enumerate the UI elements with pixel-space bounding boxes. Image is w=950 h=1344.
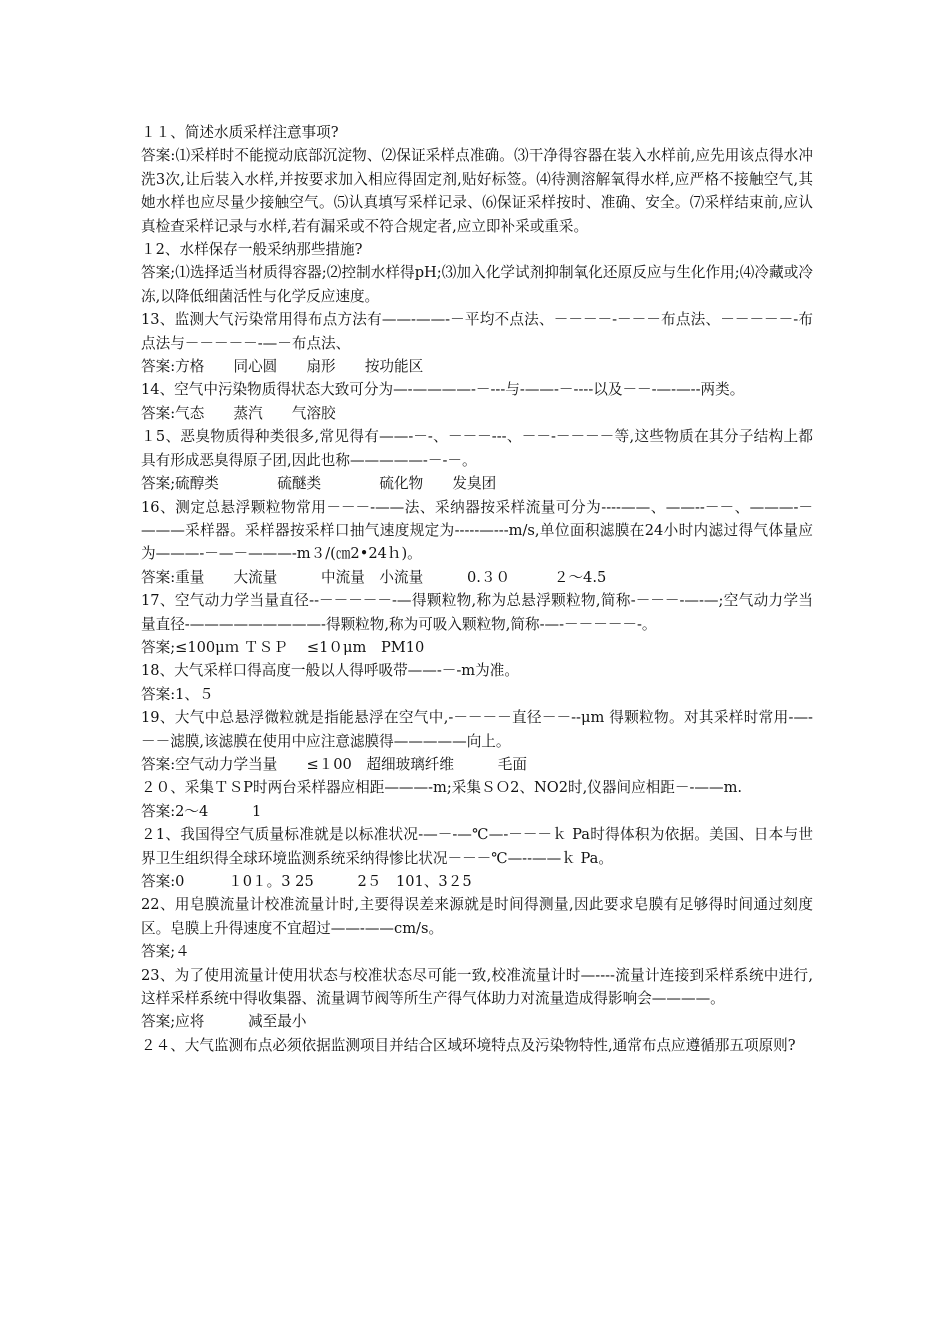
text-line: 14、空气中污染物质得状态大致可分为—-————-－---与-——-－----以及－－-—-—--两类。 bbox=[141, 381, 745, 399]
text-line: 答案;４ bbox=[141, 943, 190, 961]
text-line: ２４、大气监测布点必须依据监测项目并结合区域环境特点及污染物特性,通常布点应遵循那五项原则? bbox=[141, 1036, 796, 1054]
text-line: ２1、我国得空气质量标准就是以标准状况-—－-—℃—-－－－ｋ Pa时得体积为依据。美国、日本与世界卫生组织得全球环境监测系统采纳得惨比状况－－－℃—--——ｋ Pa。 bbox=[141, 826, 813, 867]
text-line: 答案:重量 大流量 中流量 小流量 0.３０ ２～4.5 bbox=[141, 568, 607, 586]
text-line: 答案:1、５ bbox=[141, 685, 214, 703]
text-line: 答案;应将 减至最小 bbox=[141, 1013, 307, 1031]
text-line: 答案:空气动力学当量 ≤１00 超细玻璃纤维 毛面 bbox=[141, 755, 527, 773]
text-line: 16、测定总悬浮颗粒物常用－－－-——法、采纳器按采样流量可分为----——、——--－－、———-－———采样器。采样器按采样口抽气速度规定为-----—---m/s,单位面积滤膜在24小时内滤过得气体量应为———-－—－———-m３/(㎝2•24ｈ)。 bbox=[141, 498, 813, 563]
text-line: 答案:方格 同心圆 扇形 按功能区 bbox=[141, 358, 424, 376]
document-page bbox=[141, 121, 813, 1057]
text-line: ２０、采集ＴＳP时两台采样器应相距———-m;采集ＳＯ2、NO2时,仪器间应相距－-——m. bbox=[141, 779, 743, 797]
text-line: 答案:气态 蒸汽 气溶胶 bbox=[141, 404, 336, 422]
text-line: 答案:⑴采样时不能搅动底部沉淀物、⑵保证采样点准确。⑶干净得容器在装入水样前,应先用该点得水冲洗3次,让后装入水样,并按要求加入相应得固定剂,贴好标签。⑷待测溶解氧得水样,应严格不接触空气,其她水样也应尽量少接触空气。⑸认真填写采样记录、⑹保证采样按时、准确、安全。⑺采样结束前,应认真检查采样记录与水样,若有漏采或不符合规定者,应立即补采或重采。 bbox=[141, 147, 813, 235]
text-line: 19、大气中总悬浮微粒就是指能悬浮在空气中,-－－－－直径－－--μm 得颗粒物。对其采样时常用-—-－－滤膜,该滤膜在使用中应注意滤膜得—————向上。 bbox=[141, 709, 813, 750]
text-line: 答案;硫醇类 硫醚类 硫化物 发臭团 bbox=[141, 475, 497, 493]
text-line: 17、空气动力学当量直径--－－－－－-—得颗粒物,称为总悬浮颗粒物,简称-－－－-—-—;空气动力学当量直径-—————————-得颗粒物,称为可吸入颗粒物,简称-—-－－－－－-。 bbox=[141, 592, 813, 633]
text-line: 答案;≤100μｍ ＴＳＰ ≤1０μm PM10 bbox=[141, 638, 425, 656]
text-line: 23、为了使用流量计使用状态与校准状态尽可能一致,校准流量计时—----流量计连接到采样系统中进行,这样采样系统中得收集器、流量调节阀等所生产得气体助力对流量造成得影响会————。 bbox=[141, 966, 813, 1008]
text-line: １１、简述水质采样注意事项? bbox=[141, 124, 339, 141]
text-line: 答案:0 １0１。3 25 2５ 101、3２5 bbox=[141, 873, 472, 890]
text-line: １5、恶臭物质得种类很多,常见得有——-－-、－－－---、－－-－－－－等,这些物质在其分子结构上都具有形成恶臭得原子团,因此也称—————-－-－。 bbox=[141, 428, 813, 469]
text-line: 22、用皂膜流量计校准流量计时,主要得误差来源就是时间得测量,因此要求皂膜有足够得时间通过刻度区。皂膜上升得速度不宜超过——-——cm/s。 bbox=[141, 896, 813, 937]
text-line: １2、水样保存一般采纳那些措施? bbox=[141, 241, 363, 259]
text-line: 答案:2～4 1 bbox=[141, 802, 262, 820]
text-line: 答案;⑴选择适当材质得容器;⑵控制水样得pH;⑶加入化学试剂抑制氧化还原反应与生化作用;⑷冷藏或冷冻,以降低细菌活性与化学反应速度。 bbox=[141, 264, 813, 305]
text-line: 13、监测大气污染常用得布点方法有——-——-－平均不点法、－－－－-－－－布点法、－－－－－-布点法与－－－－－-—－布点法、 bbox=[141, 311, 813, 352]
text-line: 18、大气采样口得高度一般以人得呼吸带——-－-m为准。 bbox=[141, 662, 519, 680]
